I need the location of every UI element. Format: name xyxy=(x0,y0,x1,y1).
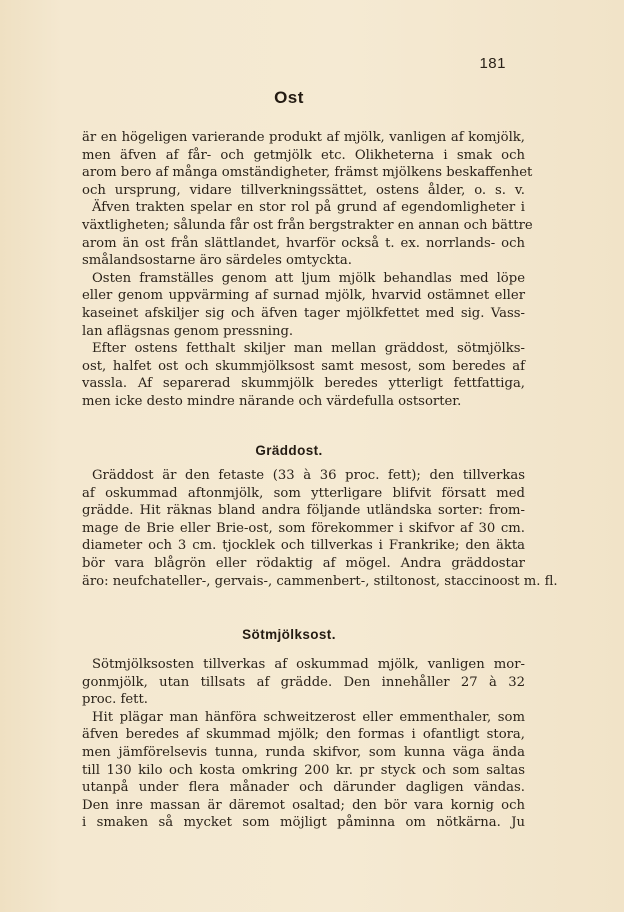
text-line: Äfven trakten spelar en stor rol på grund af egendomligheter i xyxy=(92,200,525,216)
page-number: 181 xyxy=(479,55,506,72)
text-line: Efter ostens fetthalt skiljer man mellan gräddost, sötmjölks- xyxy=(92,341,525,357)
text-line: eller genom uppvärming af surnad mjölk, hvarvid ostämnet eller xyxy=(82,288,525,304)
text-line: gonmjölk, utan tillsats af grädde. Den innehåller 27 à 32 xyxy=(82,674,525,690)
text-line: Den inre massan är däremot osaltad; den bör vara kornig och xyxy=(82,797,525,813)
text-line: Sötmjölksosten tillverkas af oskummad mjölk, vanligen mor- xyxy=(92,657,525,672)
sotmjolksost-section xyxy=(82,656,525,832)
text-line: äfven beredes af skummad mjölk; den formas i ofantligt stora, xyxy=(82,727,525,743)
text-line: utanpå under flera månader och därunder dagligen vändas. xyxy=(82,780,525,796)
page-title: Ost xyxy=(274,88,304,107)
text-line: arom bero af många omständigheter, främst mjölkens beskaffenhet xyxy=(82,165,533,181)
text-line: arom än ost från slättlandet, hvarför också t. ex. norrlands- och xyxy=(82,235,525,251)
text-line: diameter och 3 cm. tjocklek och tillverkas i Frankrike; den äkta xyxy=(82,538,525,554)
text-line: vassla. Af separerad skummjölk beredes ytterligt fettfattiga, xyxy=(82,376,525,392)
section-title-graddost: Gräddost. xyxy=(255,443,323,458)
text-line: och ursprung, vidare tillverkningssättet, ostens ålder, o. s. v. xyxy=(82,182,525,198)
text-line: men äfven af får- och getmjölk etc. Olikheterna i smak och xyxy=(82,147,525,163)
text-line: lan aflägsnas genom pressning. xyxy=(82,323,294,339)
text-line: af oskummad aftonmjölk, som ytterligare blifvit försatt med xyxy=(82,485,525,501)
text-line: smålandsostarne äro särdeles omtyckta. xyxy=(82,253,352,269)
text-line: i smaken så mycket som möjligt påminna om nötkärna. Ju xyxy=(82,815,525,831)
text-line: mage de Brie eller Brie-ost, som förekommer i skifvor af 30 cm. xyxy=(82,520,525,536)
text-line: ost, halfet ost och skummjölksost samt mesost, som beredes af xyxy=(82,358,525,374)
text-line: Gräddost är den fetaste (33 à 36 proc. fett); den tillverkas xyxy=(92,468,525,483)
section-title-sotmjolksost: Sötmjölksost. xyxy=(242,627,336,642)
text-line: Osten framställes genom att ljum mjölk behandlas med löpe xyxy=(92,270,525,286)
text-line: äro: neufchateller-, gervais-, cammenbert-, stiltonost, staccinoost m. fl. xyxy=(82,573,558,589)
text-line: men icke desto mindre närande och värdefulla ostsorter. xyxy=(82,393,462,409)
graddost-section xyxy=(82,467,558,590)
text-line: är en högeligen varierande produkt af mjölk, vanligen af komjölk, xyxy=(82,130,525,145)
intro-section xyxy=(82,129,533,411)
text-line: proc. fett. xyxy=(82,692,148,708)
text-line: men jämförelsevis tunna, runda skifvor, som kunna väga ända xyxy=(82,744,525,760)
text-line: till 130 kilo och kosta omkring 200 kr. pr styck och som saltas xyxy=(82,762,525,778)
text-line: grädde. Hit räknas bland andra följande utländska sorter: from- xyxy=(82,503,525,519)
text-line: bör vara blågrön eller rödaktig af mögel. Andra gräddostar xyxy=(82,555,525,571)
text-line: kaseinet afskiljer sig och äfven tager mjölkfettet med sig. Vass- xyxy=(82,305,525,321)
text-line: Hit plägar man hänföra schweitzerost eller emmenthaler, som xyxy=(92,709,525,725)
text-line: växtligheten; sålunda får ost från bergstrakter en annan och bättre xyxy=(82,217,533,233)
